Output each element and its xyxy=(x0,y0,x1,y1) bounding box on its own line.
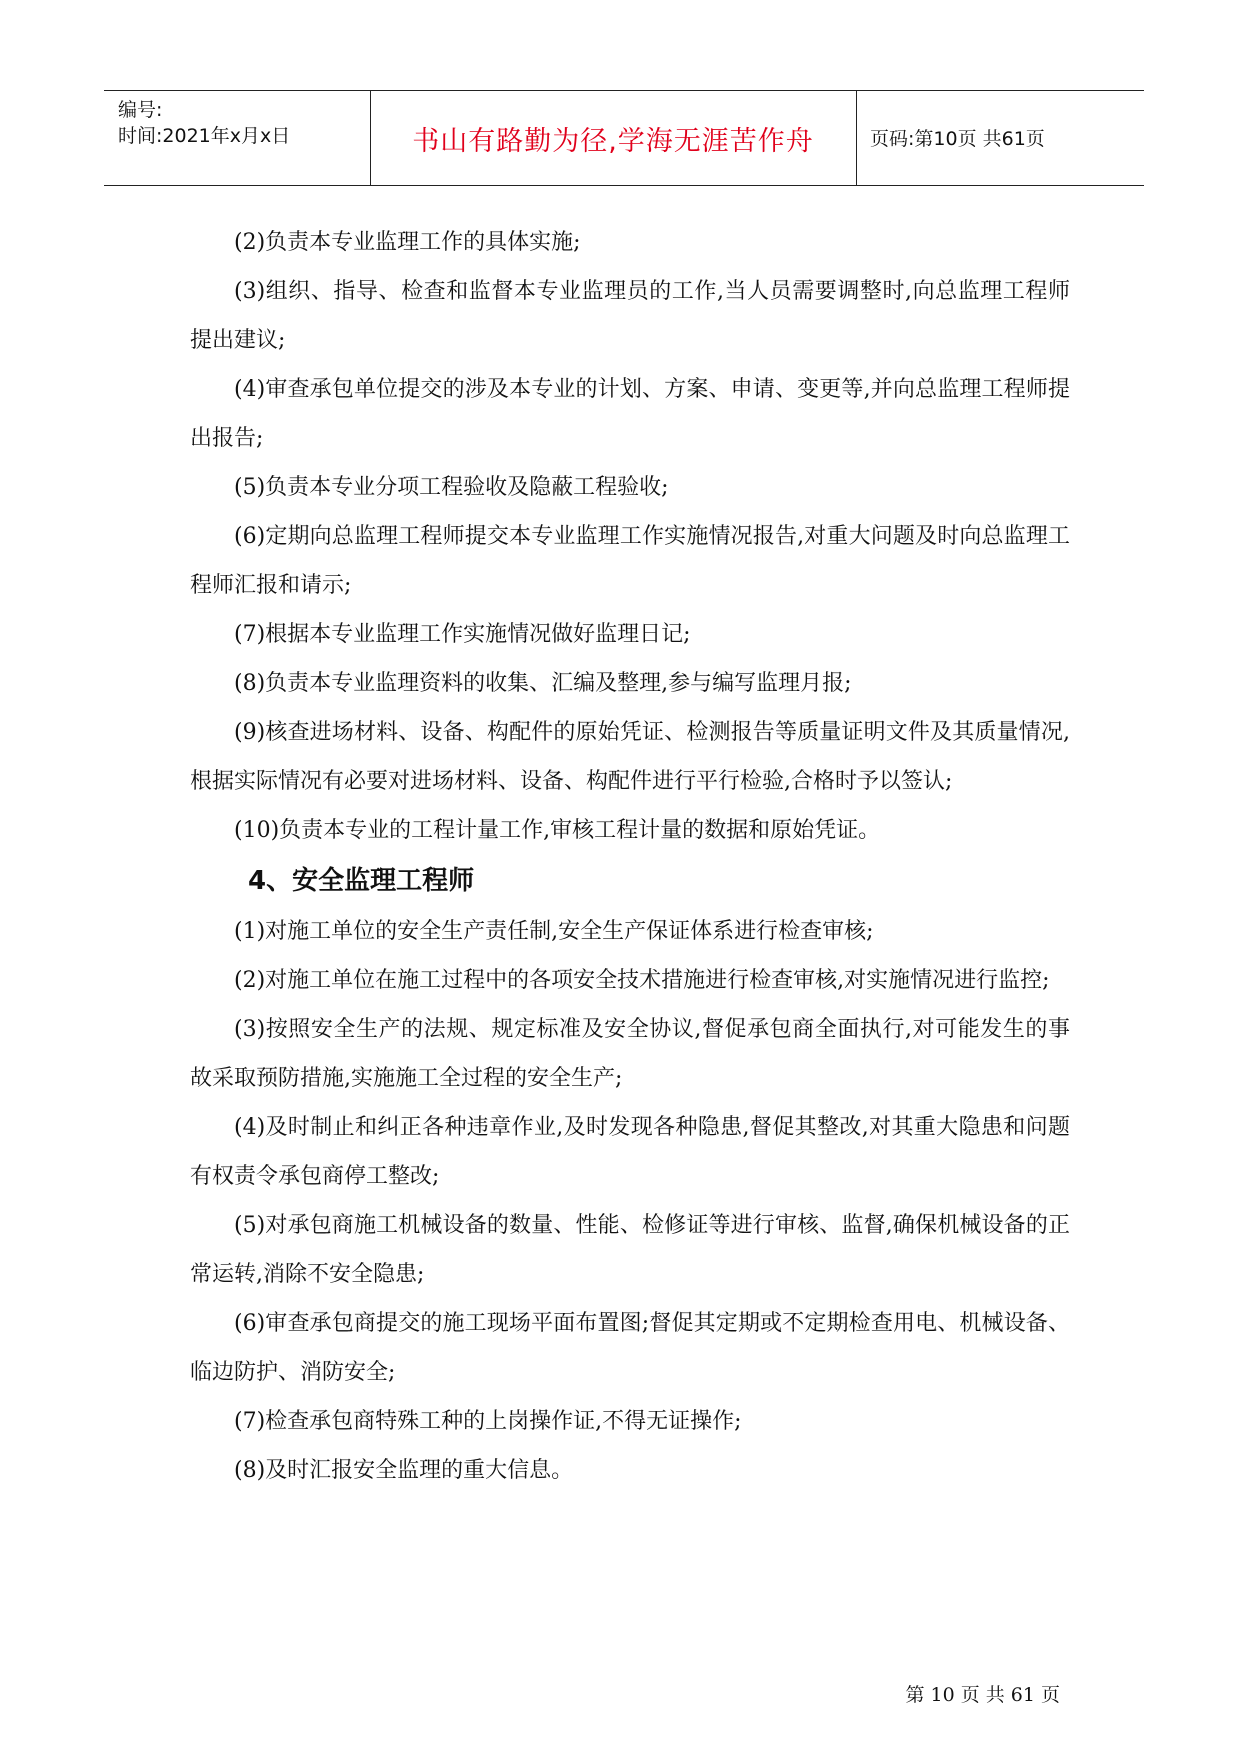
paragraph: (4)审查承包单位提交的涉及本专业的计划、方案、申请、变更等,并向总监理工程师提出报告; xyxy=(190,377,1070,451)
paragraph: (6)定期向总监理工程师提交本专业监理工作实施情况报告,对重大问题及时向总监理工程师汇报和请示; xyxy=(190,524,1070,598)
paragraph: (6)审查承包商提交的施工现场平面布置图;督促其定期或不定期检查用电、机械设备、临边防护、消防安全; xyxy=(190,1311,1070,1385)
paragraph: (7)检查承包商特殊工种的上岗操作证,不得无证操作; xyxy=(234,1409,742,1434)
paragraph: (2)负责本专业监理工作的具体实施; xyxy=(234,230,581,255)
paragraph: (9)核查进场材料、设备、构配件的原始凭证、检测报告等质量证明文件及其质量情况,根据实际情况有必要对进场材料、设备、构配件进行平行检验,合格时予以签认; xyxy=(190,720,1070,794)
serial-label: 编号: xyxy=(118,99,163,121)
paragraph: (10)负责本专业的工程计量工作,审核工程计量的数据和原始凭证。 xyxy=(234,818,881,843)
header-page-code: 页码:第10页 共61页 xyxy=(870,128,1045,150)
header-motto: 书山有路勤为径,学海无涯苦作舟 xyxy=(412,126,814,157)
document-body xyxy=(190,218,1070,1495)
time-label: 时间:2021年x月x日 xyxy=(118,125,291,147)
page-footer: 第 10 页 共 61 页 xyxy=(905,1684,1060,1706)
section-heading: 4、安全监理工程师 xyxy=(248,866,475,896)
paragraph: (3)组织、指导、检查和监督本专业监理员的工作,当人员需要调整时,向总监理工程师提出建议; xyxy=(190,279,1070,353)
page-header xyxy=(104,90,1144,186)
paragraph: (7)根据本专业监理工作实施情况做好监理日记; xyxy=(234,622,691,647)
paragraph: (5)负责本专业分项工程验收及隐蔽工程验收; xyxy=(234,475,669,500)
paragraph: (3)按照安全生产的法规、规定标准及安全协议,督促承包商全面执行,对可能发生的事故采取预防措施,实施施工全过程的安全生产; xyxy=(190,1017,1070,1091)
header-meta-cell xyxy=(104,91,371,185)
paragraph: (8)负责本专业监理资料的收集、汇编及整理,参与编写监理月报; xyxy=(234,671,852,696)
header-motto-cell xyxy=(370,91,857,185)
paragraph: (1)对施工单位的安全生产责任制,安全生产保证体系进行检查审核; xyxy=(234,919,874,944)
paragraph: (4)及时制止和纠正各种违章作业,及时发现各种隐患,督促其整改,对其重大隐患和问题有权责令承包商停工整改; xyxy=(190,1115,1070,1189)
paragraph: (8)及时汇报安全监理的重大信息。 xyxy=(234,1458,574,1483)
header-page-cell xyxy=(856,91,1144,185)
paragraph: (5)对承包商施工机械设备的数量、性能、检修证等进行审核、监督,确保机械设备的正常运转,消除不安全隐患; xyxy=(190,1213,1070,1287)
paragraph: (2)对施工单位在施工过程中的各项安全技术措施进行检查审核,对实施情况进行监控; xyxy=(234,968,1050,993)
